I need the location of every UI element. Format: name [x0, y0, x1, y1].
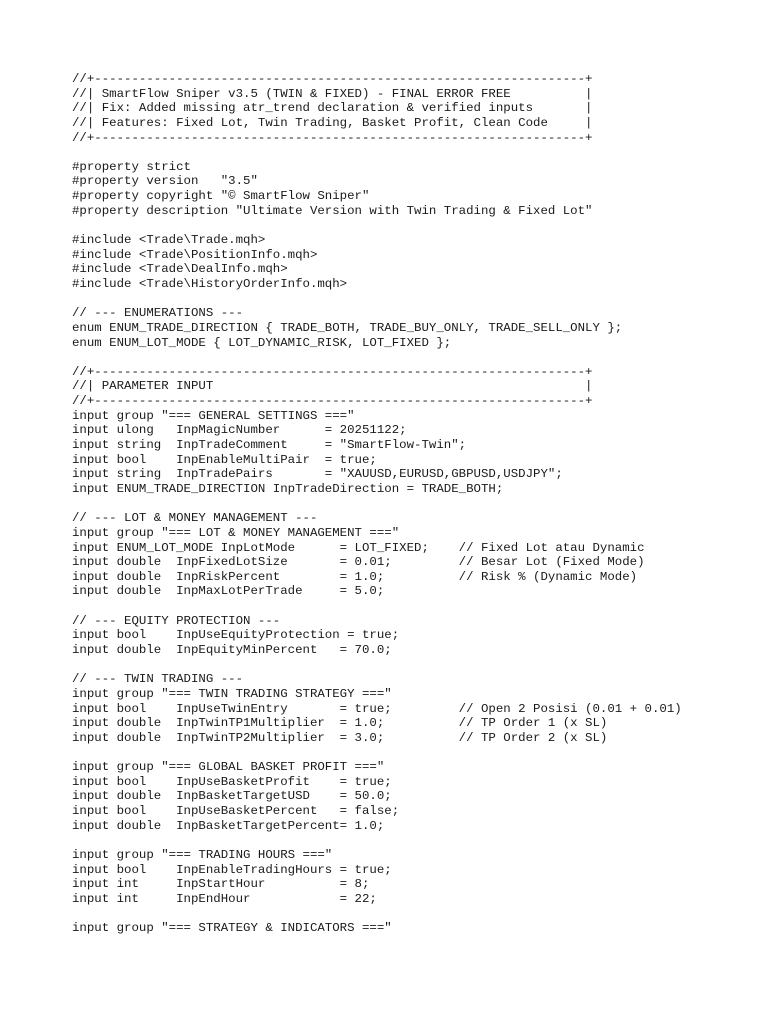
- code-line: input int InpEndHour = 22;: [72, 891, 377, 906]
- code-line: input bool InpUseBasketProfit = true;: [72, 774, 392, 789]
- code-line: //| PARAMETER INPUT |: [72, 379, 593, 394]
- blank-line: [72, 350, 752, 365]
- code-line: // --- TWIN TRADING ---: [72, 672, 244, 687]
- code-line: input ENUM_LOT_MODE InpLotMode = LOT_FIXED; // Fixed Lot atau Dynamic: [72, 540, 645, 555]
- code-line: input double InpRiskPercent = 1.0; // Risk % (Dynamic Mode): [72, 569, 638, 584]
- code-line: enum ENUM_TRADE_DIRECTION { TRADE_BOTH, TRADE_BUY_ONLY, TRADE_SELL_ONLY };: [72, 320, 623, 335]
- code-line: enum ENUM_LOT_MODE { LOT_DYNAMIC_RISK, LOT_FIXED };: [72, 335, 452, 350]
- code-line: #include <Trade\Trade.mqh>: [72, 233, 266, 248]
- code-line: input bool InpUseBasketPercent = false;: [72, 804, 400, 819]
- code-line: //+------------------------------------------------------------------+: [72, 364, 593, 379]
- code-line: input ulong InpMagicNumber = 20251122;: [72, 423, 407, 438]
- code-line: #property strict: [72, 159, 191, 174]
- code-line: input double InpEquityMinPercent = 70.0;: [72, 642, 392, 657]
- code-line: input group "=== STRATEGY & INDICATORS ===": [72, 921, 392, 936]
- code-line: input group "=== TWIN TRADING STRATEGY ===": [72, 686, 392, 701]
- code-line: input double InpTwinTP1Multiplier = 1.0; // TP Order 1 (x SL): [72, 716, 608, 731]
- blank-line: [72, 907, 752, 922]
- blank-line: [72, 833, 752, 848]
- code-line: //+------------------------------------------------------------------+: [72, 72, 593, 86]
- code-line: input double InpFixedLotSize = 0.01; // Besar Lot (Fixed Mode): [72, 555, 645, 570]
- code-line: input bool InpUseEquityProtection = true;: [72, 628, 400, 643]
- code-line: input double InpTwinTP2Multiplier = 3.0; // TP Order 2 (x SL): [72, 730, 608, 745]
- blank-line: [72, 658, 752, 673]
- code-line: //+------------------------------------------------------------------+: [72, 394, 593, 409]
- code-line: //| SmartFlow Sniper v3.5 (TWIN & FIXED) - FINAL ERROR FREE |: [72, 86, 593, 101]
- code-line: // --- LOT & MONEY MANAGEMENT ---: [72, 511, 318, 526]
- code-line: #property version "3.5": [72, 174, 258, 189]
- code-line: #include <Trade\PositionInfo.mqh>: [72, 247, 318, 262]
- blank-line: [72, 745, 752, 760]
- code-line: input int InpStartHour = 8;: [72, 877, 370, 892]
- code-line: // --- EQUITY PROTECTION ---: [72, 613, 281, 628]
- blank-line: [72, 497, 752, 512]
- code-line: #property description "Ultimate Version with Twin Trading & Fixed Lot": [72, 203, 593, 218]
- code-line: input ENUM_TRADE_DIRECTION InpTradeDirection = TRADE_BOTH;: [72, 481, 504, 496]
- code-line: input bool InpEnableTradingHours = true;: [72, 862, 392, 877]
- code-line: input string InpTradePairs = "XAUUSD,EURUSD,GBPUSD,USDJPY";: [72, 467, 563, 482]
- code-line: //| Fix: Added missing atr_trend declaration & verified inputs |: [72, 101, 593, 116]
- blank-line: [72, 292, 752, 307]
- blank-line: [72, 218, 752, 233]
- blank-line: [72, 599, 752, 614]
- source-code-block: [72, 72, 752, 936]
- code-line: input double InpBasketTargetPercent= 1.0;: [72, 818, 385, 833]
- code-line: input bool InpEnableMultiPair = true;: [72, 452, 377, 467]
- code-line: input group "=== TRADING HOURS ===": [72, 847, 333, 862]
- code-line: input group "=== LOT & MONEY MANAGEMENT ===": [72, 525, 400, 540]
- code-line: #property copyright "© SmartFlow Sniper": [72, 189, 370, 204]
- code-line: input bool InpUseTwinEntry = true; // Open 2 Posisi (0.01 + 0.01): [72, 701, 682, 716]
- code-line: input double InpBasketTargetUSD = 50.0;: [72, 789, 392, 804]
- code-line: #include <Trade\DealInfo.mqh>: [72, 262, 288, 277]
- code-line: //+------------------------------------------------------------------+: [72, 130, 593, 145]
- code-line: input double InpMaxLotPerTrade = 5.0;: [72, 584, 385, 599]
- code-line: #include <Trade\HistoryOrderInfo.mqh>: [72, 276, 348, 291]
- code-line: // --- ENUMERATIONS ---: [72, 306, 244, 321]
- document-page: [72, 72, 752, 936]
- code-line: input group "=== GLOBAL BASKET PROFIT ===": [72, 760, 385, 775]
- code-line: //| Features: Fixed Lot, Twin Trading, Basket Profit, Clean Code |: [72, 115, 593, 130]
- code-line: input group "=== GENERAL SETTINGS ===": [72, 408, 355, 423]
- blank-line: [72, 145, 752, 160]
- code-line: input string InpTradeComment = "SmartFlow-Twin";: [72, 438, 467, 453]
